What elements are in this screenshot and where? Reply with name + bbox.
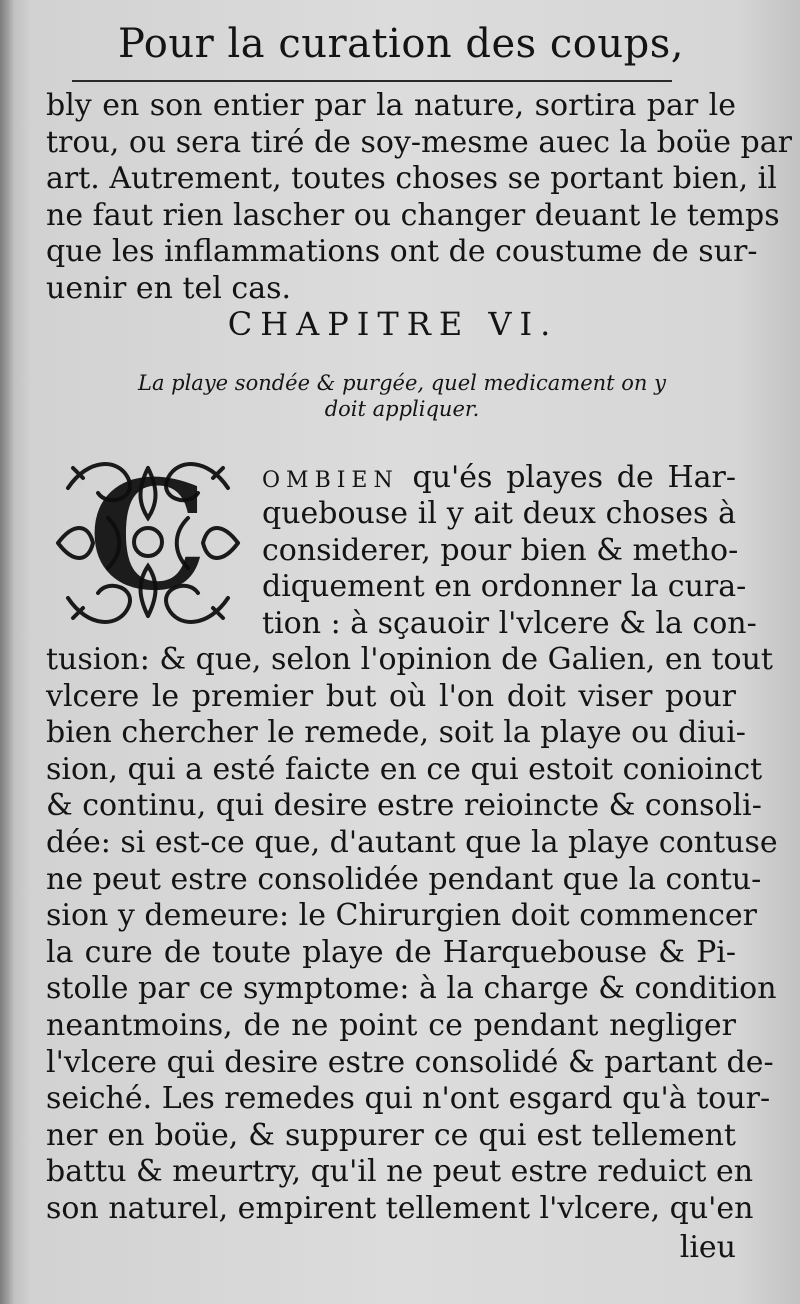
summary-line: doit appliquer. <box>324 397 480 421</box>
summary-line: La playe sondée & purgée, quel medicament on y <box>138 371 666 395</box>
text-line: seiché. Les remedes qui n'ont esgard qu'à tour- <box>46 1081 771 1117</box>
header-rule <box>72 80 672 82</box>
text-line: ner en boüe, & suppurer ce qui est tellement <box>46 1117 736 1153</box>
text-line: neantmoins, de ne point ce pendant negliger <box>46 1007 736 1043</box>
text-line: quebouse il y ait deux choses à <box>262 496 736 532</box>
text-line: bien chercher le remede, soit la playe ou diui- <box>46 715 746 751</box>
text-line: dée: si est-ce que, d'autant que la playe contuse <box>46 824 778 860</box>
text-line: art. Autrement, toutes choses se portant bien, il <box>46 161 777 197</box>
text-line: sion, qui a esté faicte en ce qui estoit conioinct <box>46 751 763 787</box>
text-line: trou, ou sera tiré de soy-mesme auec la boüe par <box>46 124 792 160</box>
opening-lines <box>262 460 757 642</box>
first-word-caps: OMBIEN <box>262 468 399 493</box>
text-line: son naturel, empirent tellement l'vlcere, qu'en <box>46 1190 754 1226</box>
text-line: uenir en tel cas. <box>46 270 292 306</box>
initial-letter: C <box>88 448 208 624</box>
gutter-shadow <box>0 0 14 1304</box>
text-line: bly en son entier par la nature, sortira par le <box>46 88 736 123</box>
text-line: la cure de toute playe de Harquebouse & Pi- <box>46 934 736 970</box>
text-line: sion y demeure: le Chirurgien doit commencer <box>46 898 757 934</box>
text-line: tusion: & que, selon l'opinion de Galien, en tout <box>46 642 773 677</box>
text-line: & continu, qui desire estre reioincte & consoli- <box>46 788 762 824</box>
text-line: que les inflammations ont de coustume de sur- <box>46 234 758 270</box>
text-line: ne peut estre consolidée pendant que la contu- <box>46 861 762 897</box>
first-line <box>262 460 736 496</box>
text-line: tion : à sçauoir l'vlcere & la con- <box>262 605 757 641</box>
running-header: Pour la curation des coups, <box>118 21 684 67</box>
text-line: considerer, pour bien & metho- <box>262 532 739 568</box>
main-paragraph <box>46 642 778 1228</box>
text-line: l'vlcere qui desire estre consolidé & partant de- <box>46 1044 774 1080</box>
text-line: diquement en ordonner la cura- <box>262 569 747 605</box>
decorated-initial <box>48 448 248 636</box>
text-line: ne faut rien lascher ou changer deuant le temps <box>46 197 780 233</box>
text-line: vlcere le premier but où l'on doit viser pour <box>46 678 736 714</box>
first-line-rest: qu'és playes de Har- <box>412 460 737 495</box>
catchword: lieu <box>679 1230 736 1265</box>
text-line: battu & meurtry, qu'il ne peut estre reduict en <box>46 1154 754 1190</box>
chapter-heading: CHAPITRE VI. <box>227 305 559 343</box>
chapter-summary <box>82 370 722 422</box>
foliage-ornament-icon <box>48 448 248 636</box>
text-line: stolle par ce symptome: à la charge & condition <box>46 971 777 1007</box>
top-paragraph <box>46 88 792 308</box>
